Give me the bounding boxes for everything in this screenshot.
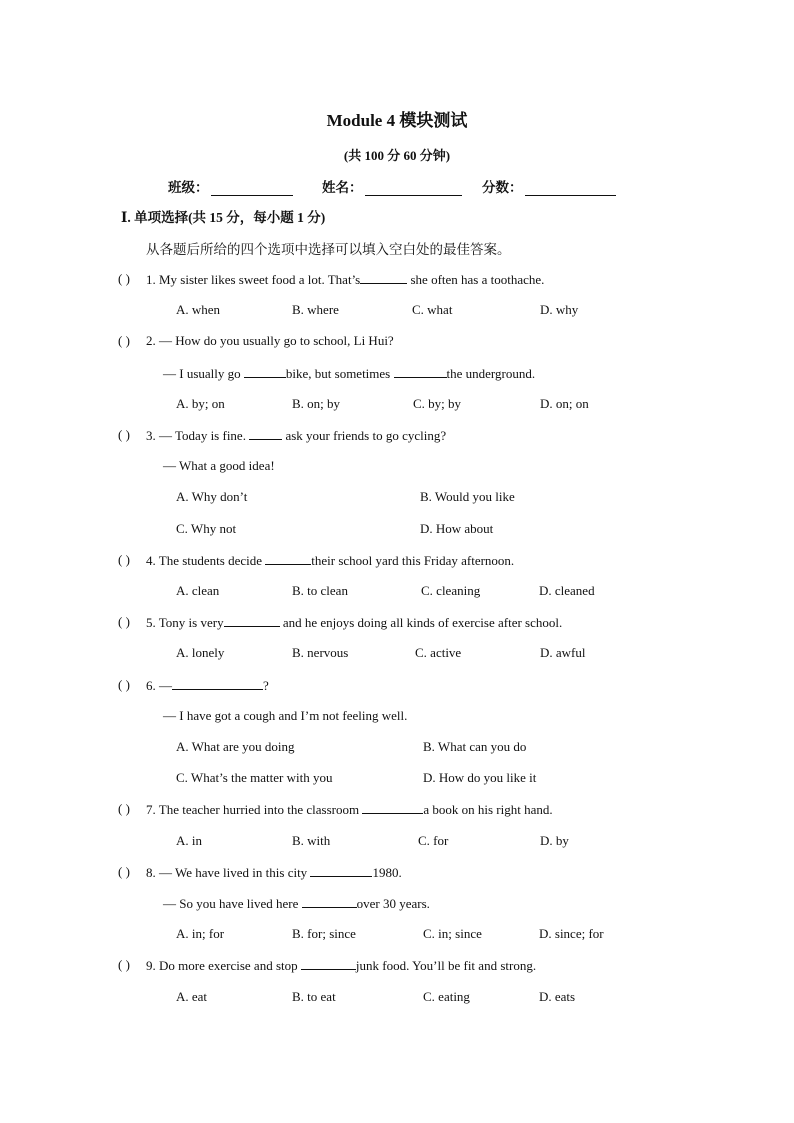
option-a: A. by; on [176, 396, 225, 411]
option-c: C. by; by [413, 396, 462, 411]
option-c: C. for [418, 833, 449, 848]
option-c: C. What’s the matter with you [176, 770, 333, 785]
score-label: 分数： [482, 180, 523, 195]
question-stem: 1. My sister likes sweet food a lot. That’s she often has a toothache. [146, 272, 545, 287]
reply-2: — I usually go bike, but sometimes the underground. [163, 366, 536, 381]
option-a: A. when [176, 302, 221, 317]
answer-paren: ( ) [118, 864, 130, 879]
reply-3: — What a good idea! [163, 458, 275, 473]
option-c: C. eating [423, 989, 470, 1004]
option-a: A. What are you doing [176, 739, 295, 754]
option-c: C. cleaning [421, 583, 481, 598]
answer-paren: ( ) [118, 957, 130, 972]
answer-paren: ( ) [118, 333, 130, 348]
option-d: D. on; on [540, 396, 589, 411]
answer-paren: ( ) [118, 614, 130, 629]
section-instruction: 从各题后所给的四个选项中选择可以填入空白处的最佳答案。 [146, 242, 511, 257]
option-a: A. in [176, 833, 202, 848]
option-a: A. clean [176, 583, 220, 598]
answer-blank [249, 427, 282, 440]
student-info-row [0, 176, 794, 196]
option-a: A. lonely [176, 645, 225, 660]
option-b: B. with [292, 833, 331, 848]
answer-paren: ( ) [118, 677, 130, 692]
answer-paren: ( ) [118, 552, 130, 567]
answer-blank [394, 365, 447, 378]
answer-blank [172, 677, 263, 690]
question-stem: 2. — How do you usually go to school, Li Hui? [146, 333, 394, 348]
option-d: D. cleaned [539, 583, 595, 598]
option-d: D. How about [420, 521, 494, 536]
score-field [482, 176, 616, 196]
name-blank [365, 181, 462, 196]
option-c: C. Why not [176, 521, 237, 536]
question-stem: 6. — ? [146, 678, 269, 693]
answer-blank [265, 552, 311, 565]
name-field [322, 176, 462, 196]
exam-subtitle: (共 100 分 60 分钟) [343, 148, 451, 163]
question-stem: 9. Do more exercise and stop junk food. You’ll be fit and strong. [146, 958, 537, 973]
answer-paren: ( ) [118, 427, 130, 442]
answer-blank [301, 957, 356, 970]
question-stem: 8. — We have lived in this city 1980. [146, 865, 402, 880]
class-blank [211, 181, 293, 196]
answer-blank [310, 864, 372, 877]
class-field [168, 176, 293, 196]
answer-blank [360, 271, 407, 284]
option-b: B. to eat [292, 989, 336, 1004]
option-d: D. why [540, 302, 579, 317]
question-stem: 5. Tony is very and he enjoys doing all kinds of exercise after school. [146, 615, 563, 630]
option-b: B. to clean [292, 583, 348, 598]
answer-paren: ( ) [118, 801, 130, 816]
option-a: A. Why don’t [176, 489, 248, 504]
option-b: B. Would you like [420, 489, 515, 504]
section-title: Ⅰ. 单项选择(共 15 分，每小题 1 分) [121, 210, 326, 225]
class-label: 班级： [168, 180, 209, 195]
option-d: D. by [540, 833, 569, 848]
name-label: 姓名： [322, 180, 363, 195]
option-d: D. since; for [539, 926, 604, 941]
reply-6: — I have got a cough and I’m not feeling well. [163, 708, 408, 723]
answer-blank [244, 365, 286, 378]
answer-blank [362, 801, 423, 814]
answer-blank [224, 614, 280, 627]
exam-title: Module 4 模块测试 [326, 111, 468, 130]
question-stem: 7. The teacher hurried into the classroom a book on his right hand. [146, 802, 553, 817]
question-stem: 4. The students decide their school yard this Friday afternoon. [146, 553, 515, 568]
reply-8: — So you have lived here over 30 years. [163, 896, 430, 911]
option-b: B. where [292, 302, 339, 317]
answer-blank [302, 895, 357, 908]
option-b: B. for; since [292, 926, 356, 941]
option-a: A. eat [176, 989, 208, 1004]
option-c: C. in; since [423, 926, 482, 941]
option-b: B. What can you do [423, 739, 527, 754]
option-a: A. in; for [176, 926, 225, 941]
option-d: D. How do you like it [423, 770, 537, 785]
option-b: B. nervous [292, 645, 349, 660]
option-c: C. what [412, 302, 453, 317]
answer-paren: ( ) [118, 271, 130, 286]
score-blank [525, 181, 616, 196]
option-b: B. on; by [292, 396, 341, 411]
option-d: D. awful [540, 645, 586, 660]
option-d: D. eats [539, 989, 576, 1004]
question-stem: 3. — Today is fine. ask your friends to go cycling? [146, 428, 447, 443]
option-c: C. active [415, 645, 462, 660]
